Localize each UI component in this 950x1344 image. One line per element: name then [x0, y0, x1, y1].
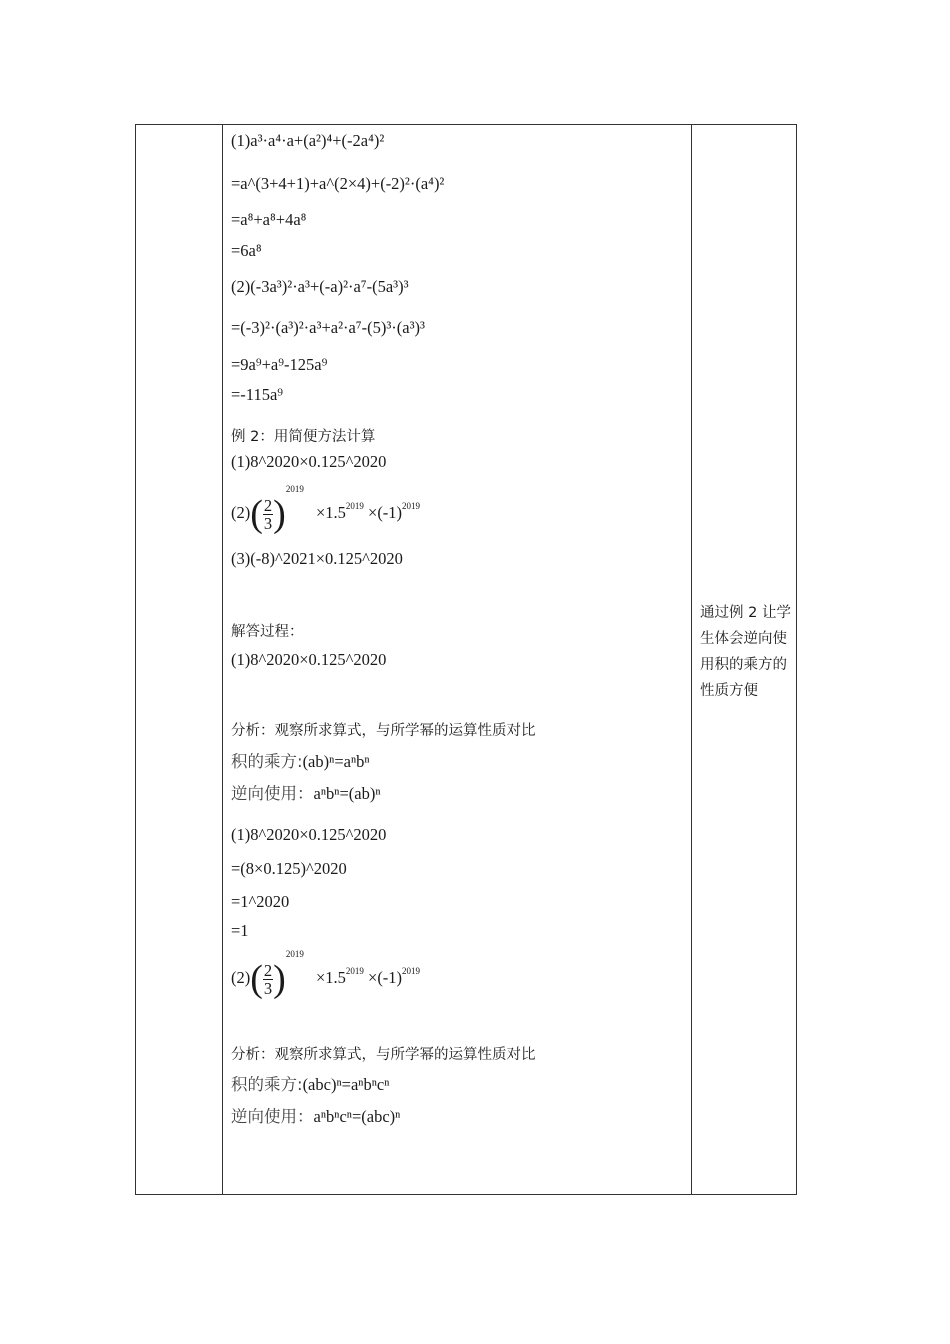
- solution-step2: =1^2020: [231, 892, 290, 911]
- solution-q2: (2)( $\frac{2}{3}$ )$^{2019} \times 1.5^{2019} \times(-1)^{2019}$: [231, 949, 421, 1001]
- analysis-label-2: 分析：观察所求算式，与所学幂的运算性质对比: [231, 1047, 536, 1063]
- example1-step2: =a⁸+a⁸+4a⁸: [231, 210, 307, 229]
- example1-step5: =9a⁹+a⁹-125a⁹: [231, 355, 328, 374]
- column-divider-left: [222, 125, 223, 1194]
- solution-heading: 解答过程：: [231, 624, 304, 640]
- solution-step3: =1: [231, 921, 249, 940]
- example1-problem1: (1)a³·a⁴·a+(a²)⁴+(-2a⁴)²: [231, 131, 385, 150]
- fraction: $\frac{2}{3}$: [263, 495, 273, 533]
- example2-q1: (1)8^2020×0.125^2020: [231, 452, 387, 471]
- column-divider-right: [691, 125, 692, 1194]
- example2-title: 例 2：用简便方法计算: [231, 429, 376, 445]
- example1-step1: =a^(3+4+1)+a^(2×4)+(-2)²·(a⁴)²: [231, 174, 445, 193]
- example1-problem2: (2)(-3a³)²·a³+(-a)²·a⁷-(5a³)³: [231, 277, 409, 296]
- rule1: 积的乘方:(ab)ⁿ=aⁿbⁿ: [231, 752, 370, 771]
- example2-q3: (3)(-8)^2021×0.125^2020: [231, 549, 403, 568]
- example1-step4: =(-3)²·(a³)²·a³+a²·a⁷-(5)³·(a³)³: [231, 318, 425, 337]
- example2-q2: (2)( $\frac{2}{3}$ )$^{2019} \times 1.5^{2019} \times(-1)^{2019}$: [231, 484, 421, 536]
- solution-step1: =(8×0.125)^2020: [231, 859, 347, 878]
- example1-step6: =-115a⁹: [231, 385, 284, 404]
- analysis-label-1: 分析：观察所求算式，与所学幂的运算性质对比: [231, 723, 536, 739]
- rule2: 积的乘方:(abc)ⁿ=aⁿbⁿcⁿ: [231, 1075, 390, 1094]
- side-note: 通过例 2 让学生体会逆向使用积的乘方的性质方便: [700, 605, 791, 699]
- fraction: $\frac{2}{3}$: [263, 960, 273, 998]
- example1-step3: =6a⁸: [231, 241, 262, 260]
- solution-q1-repeat: (1)8^2020×0.125^2020: [231, 825, 387, 844]
- solution-q1: (1)8^2020×0.125^2020: [231, 650, 387, 669]
- rule2-reverse: 逆向使用：aⁿbⁿcⁿ=(abc)ⁿ: [231, 1107, 401, 1126]
- rule1-reverse: 逆向使用：aⁿbⁿ=(ab)ⁿ: [231, 784, 381, 803]
